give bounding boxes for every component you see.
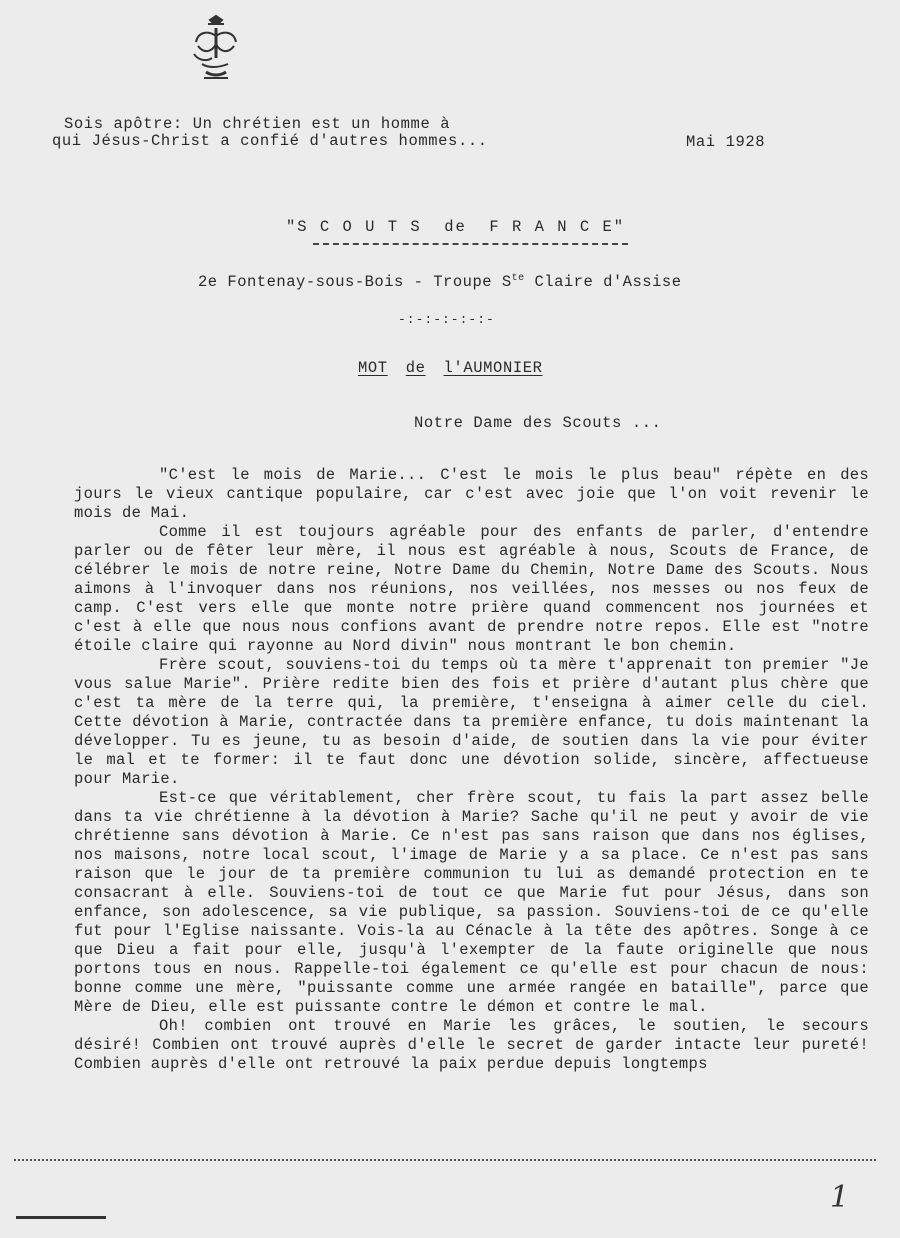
paragraph: Oh! combien ont trouvé en Marie les grâces, le soutien, le secours désiré! Combien ont trouvé auprès d'elle le secret de garder intacte leur pureté! Combien auprès d'elle ont retrouvé la paix perdue depuis longtemps: [74, 1017, 869, 1073]
section-heading: [358, 359, 543, 377]
footer-mark: [16, 1216, 106, 1219]
heading-word-2: de: [405, 359, 426, 377]
heading-word-1: MOT: [358, 359, 388, 377]
paragraph: Comme il est toujours agréable pour des enfants de parler, d'entendre parler ou de fêter leur mère, il nous est agréable à nous, Scouts de France, de célébrer le mois de notre reine, Notre Dame du Chemin, Notre Dame des Scouts. Nous aimons à l'invoquer dans nos réunions, nos veillées, nos messes ou nos feux de camp. C'est vers elle que monte notre prière quand commencent nos journées et c'est à elle que nous nous confions avant de prendre notre repos. Elle est "notre étoile claire qui rayonne au Nord divin" nous montrant le bon chemin.: [74, 523, 869, 655]
troop-subtitle: [198, 273, 682, 291]
title-divider: [313, 243, 628, 245]
motto: [52, 116, 488, 150]
page-number: 1: [830, 1180, 850, 1215]
paragraph: Frère scout, souviens-toi du temps où ta mère t'apprenait ton premier "Je vous salue Marie". Prière redite bien des fois et prière d'autant plus chère que c'est ta mère de la terre qui, la première, t'enseigna à aimer celle du ciel. Cette dévotion à Marie, contractée dans ta première enfance, tu dois maintenant la développer. Tu es jeune, tu as besoin d'aide, de soutien dans la vie pour éviter le mal et te former: il te faut donc une dévotion solide, sincère, affectueuse pour Marie.: [74, 656, 869, 788]
subtitle-main: 2e Fontenay-sous-Bois - Troupe S: [198, 273, 512, 292]
salutation: Notre Dame des Scouts ...: [414, 414, 662, 432]
motto-line-1: Sois apôtre: Un chrétien est un homme à: [64, 115, 451, 133]
heading-word-3: l'AUMONIER: [443, 359, 543, 377]
subtitle-end: Claire d'Assise: [524, 273, 682, 292]
subtitle-superscript: te: [511, 273, 525, 284]
footer-divider: [14, 1159, 876, 1161]
issue-date: Mai 1928: [686, 133, 766, 151]
motto-line-2: qui Jésus-Christ a confié d'autres hommes...: [52, 132, 488, 150]
scout-emblem-icon: [188, 14, 244, 84]
document-title: "S C O U T S de F R A N C E": [286, 218, 626, 236]
paragraph: "C'est le mois de Marie... C'est le mois le plus beau" répète en des jours le vieux cantique populaire, car c'est avec joie que l'on voit revenir le mois de Mai.: [74, 466, 869, 522]
paragraph: Est-ce que véritablement, cher frère scout, tu fais la part assez belle dans ta vie chrétienne à la dévotion à Marie? Sache qu'il ne peut y avoir de vie chrétienne sans dévotion à Marie. Ce n'est pas sans raison que dans nos églises, nos maisons, notre local scout, l'image de Marie y a sa place. Ce n'est pas sans raison que le jour de ta première communion tu lui as demandé protection en te consacrant à elle. Souviens-toi de tout ce que Marie fut pour Jésus, dans son enfance, son adolescence, sa vie publique, sa passion. Souviens-toi de ce qu'elle fut pour l'Eglise naissante. Vois-la au Cénacle à la tête des apôtres. Songe à ce que Dieu a fait pour elle, jusqu'à l'exempter de la faute originelle que nous portons tous en nous. Rappelle-toi également ce qu'elle est pour chacun de nous: bonne comme une mère, "puissante comme une armée rangée en bataille", parce que Mère de Dieu, elle est puissante contre le démon et contre le mal.: [74, 789, 869, 1016]
ornament-divider: -:-:-:-:-:-: [398, 312, 495, 327]
letter-body: [74, 466, 869, 1074]
